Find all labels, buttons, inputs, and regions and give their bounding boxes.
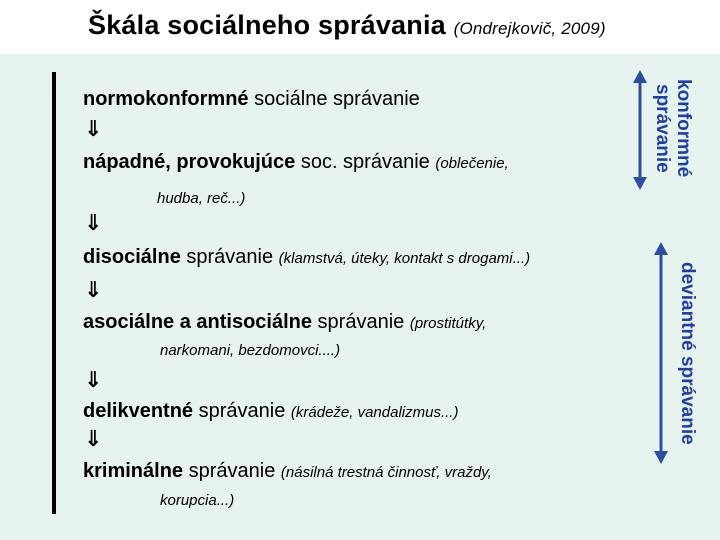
item-examples-continuation: narkomani, bezdomovci....) xyxy=(160,342,341,359)
item-rest: správanie xyxy=(193,400,291,422)
item-term: delikventné xyxy=(83,400,194,422)
down-arrow-icon: ⇓ xyxy=(84,116,103,141)
arrow-head-up xyxy=(633,70,647,83)
item-examples: (krádeže, vandalizmus...) xyxy=(290,404,459,421)
deviant-behavior-label: deviantné správanie xyxy=(677,261,698,445)
item-examples-continuation: hudba, reč...) xyxy=(157,190,246,207)
scale-item-kriminalne xyxy=(83,460,492,483)
scale-item-normokonformne xyxy=(83,88,420,111)
arrow-head-up xyxy=(654,242,668,255)
item-rest: správanie xyxy=(180,246,279,268)
item-examples-continuation: korupcia...) xyxy=(160,492,235,509)
item-rest: soc. správanie xyxy=(295,151,436,173)
item-rest: správanie xyxy=(312,311,410,333)
scale-item-delikventne xyxy=(83,400,458,423)
down-arrow-icon: ⇓ xyxy=(84,277,103,302)
page-title xyxy=(88,10,606,41)
deviant-range-arrow-icon xyxy=(651,242,671,464)
item-term: kriminálne xyxy=(83,460,184,482)
item-term: nápadné, provokujúce xyxy=(83,151,296,173)
scale-item-napadne xyxy=(83,151,509,174)
left-divider-bar xyxy=(52,72,56,514)
conformist-label-line1: konformné xyxy=(673,78,694,178)
title-main: Škála sociálneho správania xyxy=(88,10,446,40)
arrow-head-down xyxy=(654,451,668,464)
scale-item-asocialne xyxy=(83,311,486,334)
conformist-behavior-label xyxy=(652,64,694,192)
title-source: (Ondrejkovič, 2009) xyxy=(453,19,606,38)
down-arrow-icon: ⇓ xyxy=(84,367,103,392)
down-arrow-icon: ⇓ xyxy=(84,210,103,235)
item-examples: (klamstvá, úteky, kontakt s drogami...) xyxy=(278,250,531,267)
header xyxy=(0,0,720,52)
conformist-label-line2: správanie xyxy=(652,83,673,173)
item-term: normokonformné xyxy=(83,88,249,110)
item-rest: sociálne správanie xyxy=(248,88,420,110)
conformist-range-arrow-icon xyxy=(630,70,650,190)
arrow-head-down xyxy=(633,177,647,190)
item-examples: (oblečenie, xyxy=(435,155,509,172)
item-examples: (prostitútky, xyxy=(409,315,487,332)
item-rest: správanie xyxy=(183,460,281,482)
scale-item-disocialne xyxy=(83,246,530,269)
item-examples: (násilná trestná činnosť, vraždy, xyxy=(280,464,492,481)
down-arrow-icon: ⇓ xyxy=(84,426,103,451)
item-term: asociálne a antisociálne xyxy=(83,311,312,333)
item-term: disociálne xyxy=(83,246,181,268)
